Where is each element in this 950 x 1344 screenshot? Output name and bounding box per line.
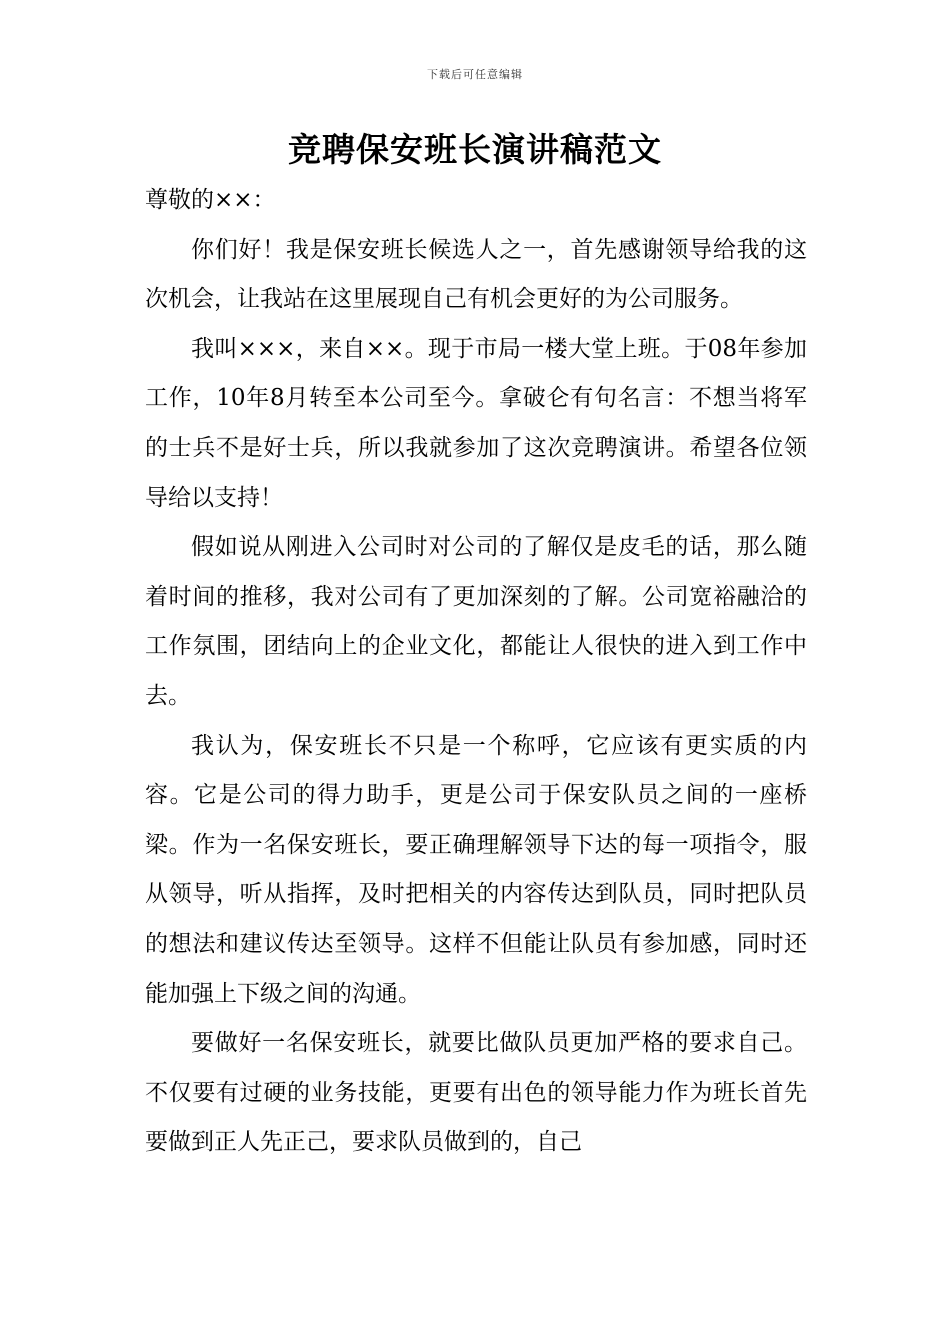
document-title: 竞聘保安班长演讲稿范文 (288, 130, 662, 169)
paragraph-3: 假如说从刚进入公司时对公司的了解仅是皮毛的话，那么随着时间的推移，我对公司有了更加深刻的了解。公司宽裕融洽的工作氛围，团结向上的企业文化，都能让人很快的进入到工作中去。 (145, 534, 807, 709)
header-note: 下载后可任意编辑 (427, 68, 523, 81)
salutation: 尊敬的××： (145, 187, 276, 213)
document-body (145, 176, 807, 1168)
paragraph-4: 我认为，保安班长不只是一个称呼，它应该有更实质的内容。它是公司的得力助手，更是公司于保安队员之间的一座桥梁。作为一名保安班长，要正确理解领导下达的每一项指令，服从领导，听从指挥，及时把相关的内容传达到队员，同时把队员的想法和建议传达至领导。这样不但能让队员有参加感，同时还能加强上下级之间的沟通。 (145, 732, 807, 1007)
paragraph-2: 我叫×××，来自××。现于市局一楼大堂上班。于08年参加工作，10年8月转至本公司至今。拿破仑有句名言：不想当将军的士兵不是好士兵，所以我就参加了这次竞聘演讲。希望各位领导给以支持！ (145, 335, 807, 511)
paragraph-5: 要做好一名保安班长，就要比做队员更加严格的要求自己。不仅要有过硬的业务技能，更要有出色的领导能力作为班长首先要做到正人先正己，要求队员做到的，自己 (145, 1030, 807, 1156)
paragraph-1: 你们好！我是保安班长候选人之一，首先感谢领导给我的这次机会，让我站在这里展现自己有机会更好的为公司服务。 (145, 236, 807, 313)
